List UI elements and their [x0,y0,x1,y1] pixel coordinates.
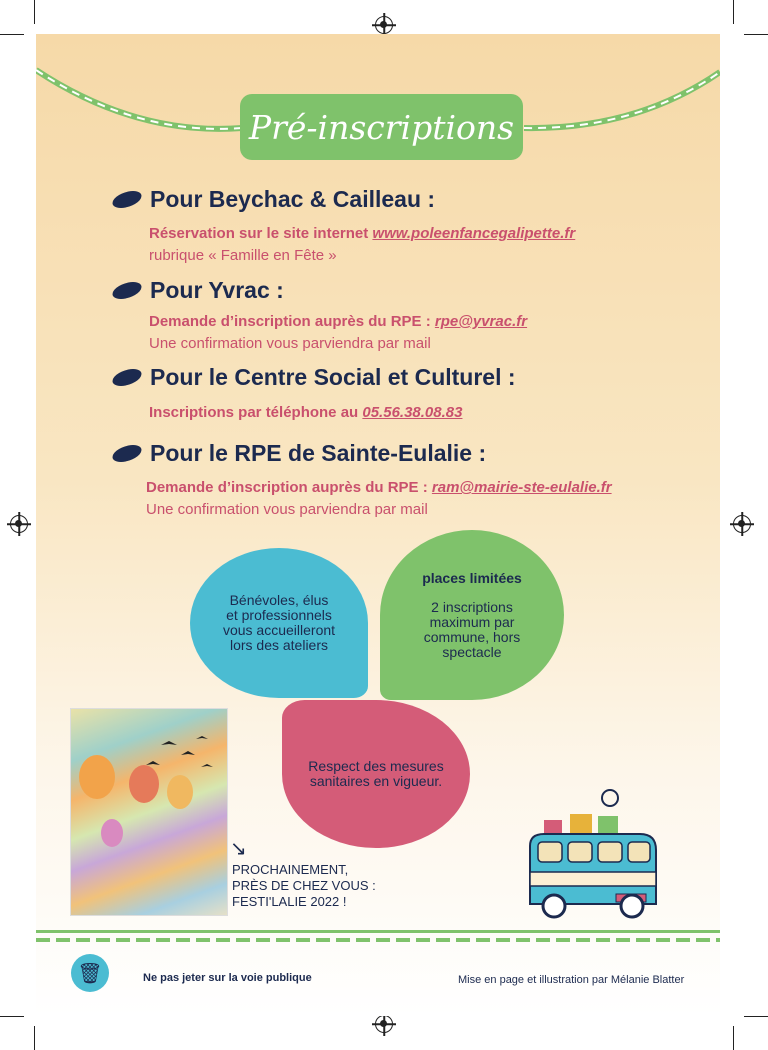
footer-credits: Mise en page et illustration par Mélanie Blatter [458,974,685,986]
website-link[interactable]: www.poleenfancegalipette.fr [372,225,576,242]
balloon-painting-illustration [70,708,228,916]
bubble-text: vous accueilleront [222,622,336,638]
section-heading-text: Pour le RPE de Sainte-Eulalie : [150,440,487,466]
crop-mark [733,1026,734,1050]
bullet-drop-icon [111,280,143,301]
section-heading-sainte-eulalie [112,440,486,467]
bubble-text: Bénévoles, élus [229,592,329,608]
crop-mark [34,0,35,24]
announcement-line: PROCHAINEMENT, [232,862,349,877]
bullet-drop-icon [111,367,143,388]
page-title: Pré-inscriptions [248,107,515,147]
bubble-text: 2 inscriptions [431,598,513,615]
registration-mark-icon [375,16,393,34]
bubble-text: et professionnels [226,607,332,623]
van-illustration [520,776,666,926]
registration-mark-icon [375,1015,393,1033]
crop-mark [744,34,768,35]
section-heading-text: Pour Beychac & Cailleau : [150,186,436,212]
section-heading-text: Pour le Centre Social et Culturel : [150,364,516,390]
section-line [149,404,462,421]
registration-mark-icon [10,515,28,533]
volunteers-bubble [190,548,368,698]
crop-mark [733,0,734,24]
bubble-text: Respect des mesures [308,758,444,774]
bubble-text: sanitaires en vigueur. [309,773,443,789]
phone-link[interactable]: 05.56.38.08.83 [362,404,463,421]
crop-mark [0,34,24,35]
crop-mark [34,1026,35,1050]
section-line [149,313,527,330]
section-text: Demande d’inscription auprès du RPE : [146,479,432,496]
section-heading-yvrac [112,277,284,304]
footer-disposal-notice: Ne pas jeter sur la voie publique [143,972,312,984]
section-line [149,225,575,242]
trash-can-icon: 🗑 [71,954,109,992]
title-banner [240,94,523,160]
section-heading-beychac [112,186,435,213]
section-subline: Une confirmation vous parviendra par mail [149,335,431,352]
section-text: Demande d’inscription auprès du RPE : [149,313,435,330]
email-link[interactable]: rpe@yvrac.fr [434,313,528,330]
dashed-divider [36,938,720,942]
bubble-text: commune, hors [423,628,521,645]
limited-places-bubble [380,530,564,700]
section-subline: Une confirmation vous parviendra par mail [146,501,428,518]
section-text: Inscriptions par téléphone au [149,404,363,421]
section-text: Réservation sur le site internet [149,225,373,242]
sanitary-measures-bubble [282,700,470,848]
section-heading-text: Pour Yvrac : [150,277,284,303]
section-subline: rubrique « Famille en Fête » [149,247,337,264]
section-line [146,479,612,496]
email-link[interactable]: ram@mairie-ste-eulalie.fr [431,479,612,496]
announcement-line: FESTI'LALIE 2022 ! [232,894,347,909]
bullet-drop-icon [111,189,143,210]
registration-mark-icon [733,515,751,533]
bubble-text: spectacle [442,643,502,660]
divider-line [36,930,720,933]
announcement-line: PRÈS DE CHEZ VOUS : [232,878,376,893]
announcement-text [232,862,376,910]
bubble-text: maximum par [429,613,515,630]
section-heading-centre-social [112,364,516,391]
bubble-text: lors des ateliers [229,637,329,653]
bullet-drop-icon [111,443,143,464]
bubble-title: places limitées [422,569,522,586]
crop-mark [744,1016,768,1017]
crop-mark [0,1016,24,1017]
curved-arrow-icon: ↘ [230,836,247,860]
